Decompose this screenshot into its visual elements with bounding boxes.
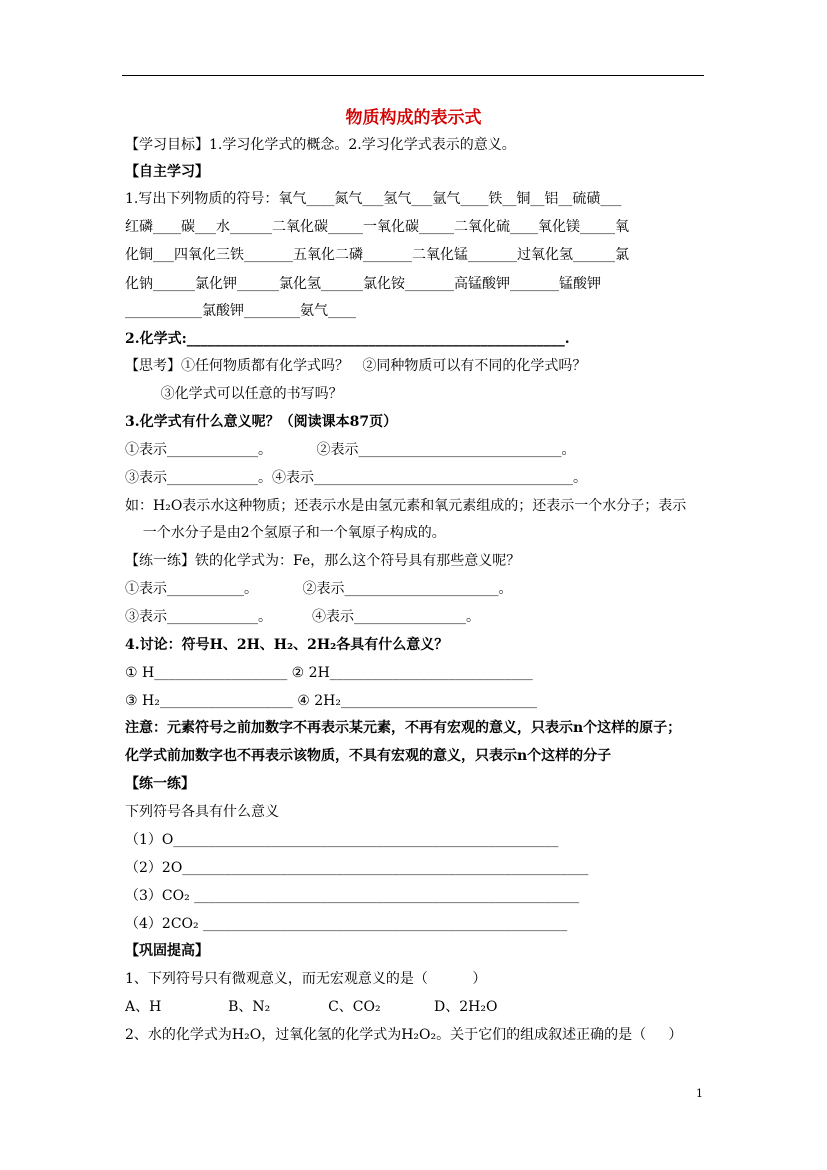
formula-definition-line: 2.化学式:______________________________________________________. (125, 331, 570, 347)
question-line: 2、水的化学式为H₂O，过氧化氢的化学式为H₂O₂。关于它们的组成叙述正确的是（ ） (125, 1027, 683, 1043)
thinking-line: ③化学式可以任意的书写吗？ (125, 386, 343, 402)
note-line: 注意：元素符号之前加数字不再表示某元素，不再有宏观的意义，只表示n个这样的原子； (125, 720, 682, 736)
exercise-line: 化铜___四氧化三铁_______五氧化二磷_______二氧化锰_______过氧化氢______氯 (125, 247, 629, 263)
section-heading-discussion: 4.讨论：符号H、2H、H₂、2H₂各具有什么意义？ (125, 637, 449, 653)
practice-line: 【练一练】铁的化学式为：Fe，那么这个符号具有那些意义呢？ (125, 553, 521, 569)
meaning-line: ①表示_____________。 ②表示_____________________________。 (125, 442, 576, 458)
discussion-line: ① H___________________ ② 2H_____________________________ (125, 665, 533, 681)
question-line: 1、下列符号只有微观意义，而无宏观意义的是（ ） (125, 971, 487, 987)
practice-line: ③表示_____________。 ④表示________________。 (125, 609, 481, 625)
header-rule (122, 75, 704, 76)
section-heading-practice: 【练一练】 (125, 776, 195, 792)
thinking-line: 【思考】①任何物质都有化学式吗？ ②同种物质可以有不同的化学式吗？ (125, 358, 587, 374)
exercise-line: ___________氯酸钾________氨气____ (125, 303, 356, 319)
example-line: 一个水分子是由2个氢原子和一个氧原子构成的。 (125, 525, 446, 541)
example-line: 如：H₂O表示水这种物质；还表示水是由氢元素和氧元素组成的；还表示一个水分子；表示 (125, 498, 687, 514)
page-number: 1 (696, 1087, 703, 1100)
section-heading-meaning: 3.化学式有什么意义呢？（阅读课本87页） (125, 414, 398, 430)
exercise-line: 红磷____碳___水______二氧化碳_____一氧化碳_____二氧化硫____氧化镁_____氧 (125, 219, 629, 235)
symbol-meaning-line: （2）2O__________________________________________________________ (125, 860, 589, 876)
symbol-meaning-line: （3）CO₂ _______________________________________________________ (125, 888, 580, 904)
answer-options: A、H B、N₂ C、CO₂ D、2H₂O (125, 999, 498, 1015)
document-title: 物质构成的表示式 (345, 108, 482, 128)
practice-prompt: 下列符号各具有什么意义 (125, 804, 279, 820)
practice-line: ①表示___________。 ②表示______________________。 (125, 581, 513, 597)
discussion-line: ③ H₂___________________ ④ 2H₂____________________________ (125, 693, 538, 709)
exercise-line: 1.写出下列物质的符号：氧气____氮气___氢气___氩气____铁__铜__铝__硫磺___ (125, 191, 622, 207)
section-heading-review: 【巩固提高】 (125, 943, 209, 959)
note-line: 化学式前加数字也不再表示该物质，不具有宏观的意义，只表示n个这样的分子 (125, 748, 612, 764)
symbol-meaning-line: （1）O_______________________________________________________ (125, 832, 559, 848)
section-heading-self-study: 【自主学习】 (125, 164, 209, 180)
learning-goal-line: 【学习目标】1.学习化学式的概念。2.学习化学式表示的意义。 (125, 137, 516, 153)
meaning-line: ③表示_____________。④表示_____________________________________。 (125, 470, 587, 486)
exercise-line: 化钠______氯化钾______氯化氢______氯化铵_______高锰酸钾_______锰酸钾 (125, 276, 601, 292)
symbol-meaning-line: （4）2CO₂ ____________________________________________________ (125, 916, 568, 932)
